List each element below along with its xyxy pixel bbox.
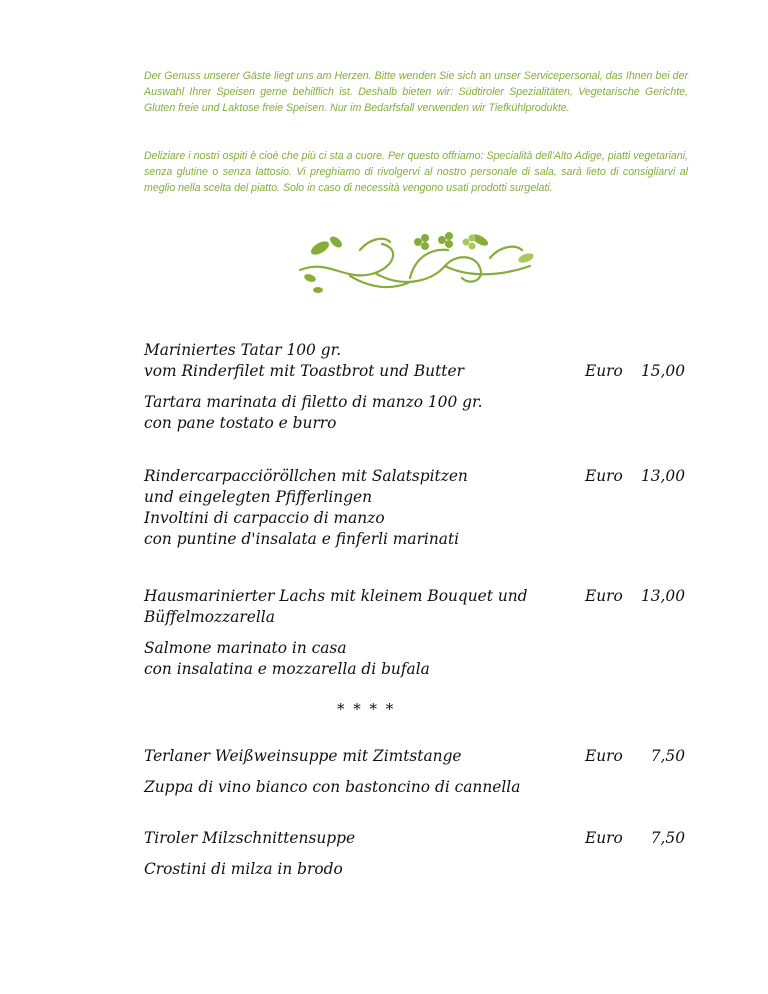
price-currency: Euro — [585, 467, 623, 485]
menu-item-milzschnitten — [144, 828, 689, 878]
price-amount: 7,50 — [650, 829, 685, 847]
item-price — [585, 828, 685, 849]
item-price — [585, 361, 685, 382]
price-currency: Euro — [585, 747, 623, 765]
price-amount: 7,50 — [650, 747, 685, 765]
item-name-it: Zuppa di vino bianco con bastoncino di cannella — [144, 778, 521, 796]
item-desc-de: vom Rinderfilet mit Toastbrot und Butter — [144, 362, 464, 380]
intro-german: Der Genuss unserer Gäste liegt uns am Herzen. Bitte wenden Sie sich an unser Servicepersonal, das Ihnen bei der Auswahl Ihrer Speisen gerne behilflich ist. Deshalb bieten wir: Südtiroler Spezialitäten, Vegetarische Gerichte, Gluten freie und Laktose freie Speisen. Nur im Bedarfsfall verwenden wir Tiefkühlprodukte. — [144, 70, 688, 114]
floral-swirl-ornament-icon — [290, 228, 540, 308]
item-desc-it: con insalatina e mozzarella di bufala — [144, 660, 430, 678]
menu-item-carpaccio — [144, 466, 689, 550]
item-name-de: Terlaner Weißweinsuppe mit Zimtstange — [144, 747, 462, 765]
menu-item-tatar — [144, 340, 689, 432]
item-name-de: Rindercarpacciöröllchen mit Salatspitzen — [144, 467, 468, 485]
price-amount: 13,00 — [640, 467, 685, 485]
item-name-de: Mariniertes Tatar 100 gr. — [144, 341, 342, 359]
item-price — [585, 586, 685, 607]
price-currency: Euro — [585, 829, 623, 847]
price-currency: Euro — [585, 587, 623, 605]
item-desc-it: con pane tostato e burro — [144, 414, 337, 432]
menu-item-lachs — [144, 586, 689, 678]
item-name-it: Tartara marinata di filetto di manzo 100 gr. — [144, 393, 483, 411]
item-desc-de: und eingelegten Pfifferlingen — [144, 488, 373, 506]
item-price — [585, 466, 685, 487]
item-name-de: Hausmarinierter Lachs mit kleinem Bouquet und — [144, 587, 528, 605]
item-name-it: Salmone marinato in casa — [144, 639, 347, 657]
price-amount: 15,00 — [640, 362, 685, 380]
item-desc-de: Büffelmozzarella — [144, 608, 275, 626]
price-currency: Euro — [585, 362, 623, 380]
item-desc-it: con puntine d'insalata e finferli marinati — [144, 530, 460, 548]
section-separator: * * * * — [337, 700, 396, 718]
intro-italian: Deliziare i nostri ospiti è cioè che più ci sta a cuore. Per questo offriamo: Specialità dell'Alto Adige, piatti vegetariani, senza glutine o senza lattosio. Vi preghiamo di rivolgervi al nostro personale di sala, sarà lieto di consigliarvi al meglio nella scelta del piatto. Solo in caso di necessità vengono usati prodotti surgelati. — [144, 150, 688, 194]
item-name-it: Crostini di milza in brodo — [144, 860, 343, 878]
item-name-de: Tiroler Milzschnittensuppe — [144, 829, 356, 847]
item-price — [585, 746, 685, 767]
item-name-it: Involtini di carpaccio di manzo — [144, 509, 385, 527]
price-amount: 13,00 — [640, 587, 685, 605]
menu-item-weinsuppe — [144, 746, 689, 796]
